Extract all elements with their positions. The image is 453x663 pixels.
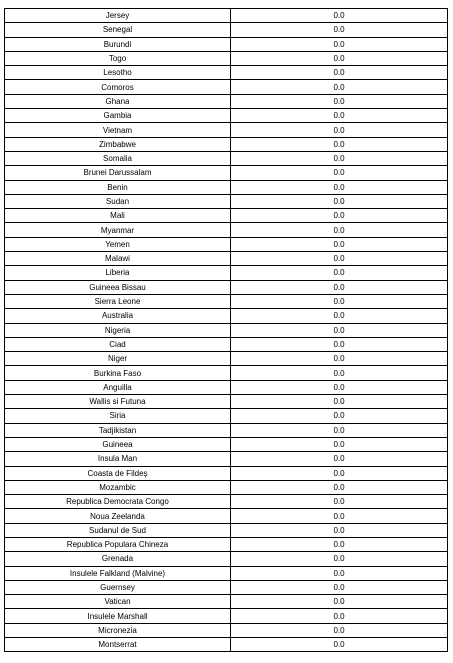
table-row	[5, 166, 448, 180]
country-cell: Insula Man	[5, 452, 231, 466]
value-cell: 0.0	[231, 638, 448, 652]
value-cell: 0.0	[231, 423, 448, 437]
table-row	[5, 9, 448, 23]
table-row	[5, 552, 448, 566]
table-body	[5, 9, 448, 652]
table-row	[5, 194, 448, 208]
country-cell: Mali	[5, 209, 231, 223]
table-row	[5, 409, 448, 423]
country-cell: Wallis si Futuna	[5, 395, 231, 409]
value-cell: 0.0	[231, 237, 448, 251]
country-cell: Niger	[5, 352, 231, 366]
table-row	[5, 423, 448, 437]
value-cell: 0.0	[231, 209, 448, 223]
country-cell: Yemen	[5, 237, 231, 251]
table-row	[5, 123, 448, 137]
country-cell: Somalia	[5, 151, 231, 165]
country-cell: Guineea	[5, 437, 231, 451]
country-cell: Vietnam	[5, 123, 231, 137]
country-cell: Sierra Leone	[5, 294, 231, 308]
country-cell: Ghana	[5, 94, 231, 108]
value-cell: 0.0	[231, 480, 448, 494]
value-cell: 0.0	[231, 280, 448, 294]
country-cell: Brunei Darussalam	[5, 166, 231, 180]
table-row	[5, 480, 448, 494]
table-row	[5, 252, 448, 266]
value-cell: 0.0	[231, 509, 448, 523]
value-cell: 0.0	[231, 323, 448, 337]
country-cell: Zimbabwe	[5, 137, 231, 151]
value-cell: 0.0	[231, 580, 448, 594]
table-row	[5, 509, 448, 523]
value-cell: 0.0	[231, 9, 448, 23]
country-cell: Comoros	[5, 80, 231, 94]
table-row	[5, 466, 448, 480]
value-cell: 0.0	[231, 123, 448, 137]
value-cell: 0.0	[231, 266, 448, 280]
table-row	[5, 209, 448, 223]
country-cell: Jersey	[5, 9, 231, 23]
table-row	[5, 380, 448, 394]
value-cell: 0.0	[231, 380, 448, 394]
table-row	[5, 580, 448, 594]
value-cell: 0.0	[231, 23, 448, 37]
country-cell: Guineea Bissau	[5, 280, 231, 294]
table-row	[5, 66, 448, 80]
value-cell: 0.0	[231, 595, 448, 609]
table-row	[5, 294, 448, 308]
value-cell: 0.0	[231, 552, 448, 566]
table-row	[5, 94, 448, 108]
value-cell: 0.0	[231, 51, 448, 65]
table-row	[5, 266, 448, 280]
table-row	[5, 109, 448, 123]
country-cell: Vatican	[5, 595, 231, 609]
country-cell: Ciad	[5, 337, 231, 351]
table-row	[5, 280, 448, 294]
table-row	[5, 180, 448, 194]
table-row	[5, 638, 448, 652]
table-row	[5, 452, 448, 466]
country-cell: Gambia	[5, 109, 231, 123]
table-row	[5, 595, 448, 609]
value-cell: 0.0	[231, 252, 448, 266]
country-cell: Micronezia	[5, 623, 231, 637]
table-row	[5, 437, 448, 451]
value-cell: 0.0	[231, 194, 448, 208]
value-cell: 0.0	[231, 366, 448, 380]
country-cell: Siria	[5, 409, 231, 423]
value-cell: 0.0	[231, 495, 448, 509]
value-cell: 0.0	[231, 37, 448, 51]
value-cell: 0.0	[231, 352, 448, 366]
country-cell: Anguilla	[5, 380, 231, 394]
country-cell: Burkina Faso	[5, 366, 231, 380]
value-cell: 0.0	[231, 395, 448, 409]
value-cell: 0.0	[231, 537, 448, 551]
country-value-table	[4, 8, 448, 652]
value-cell: 0.0	[231, 437, 448, 451]
country-cell: Coasta de Fildeș	[5, 466, 231, 480]
table-row	[5, 309, 448, 323]
value-cell: 0.0	[231, 180, 448, 194]
table-row	[5, 51, 448, 65]
country-cell: Myanmar	[5, 223, 231, 237]
value-cell: 0.0	[231, 466, 448, 480]
table-row	[5, 623, 448, 637]
country-cell: Australia	[5, 309, 231, 323]
value-cell: 0.0	[231, 80, 448, 94]
table-row	[5, 395, 448, 409]
value-cell: 0.0	[231, 94, 448, 108]
value-cell: 0.0	[231, 566, 448, 580]
value-cell: 0.0	[231, 137, 448, 151]
country-cell: Togo	[5, 51, 231, 65]
country-cell: Republica Democrata Congo	[5, 495, 231, 509]
table-row	[5, 237, 448, 251]
country-cell: Tadjikistan	[5, 423, 231, 437]
table-row	[5, 352, 448, 366]
value-cell: 0.0	[231, 452, 448, 466]
value-cell: 0.0	[231, 66, 448, 80]
table-row	[5, 80, 448, 94]
value-cell: 0.0	[231, 294, 448, 308]
country-cell: Noua Zeelanda	[5, 509, 231, 523]
table-row	[5, 323, 448, 337]
country-cell: Senegal	[5, 23, 231, 37]
country-cell: Republica Populara Chineza	[5, 537, 231, 551]
value-cell: 0.0	[231, 609, 448, 623]
table-row	[5, 137, 448, 151]
value-cell: 0.0	[231, 337, 448, 351]
country-cell: Grenada	[5, 552, 231, 566]
table-row	[5, 523, 448, 537]
country-cell: Nigeria	[5, 323, 231, 337]
country-cell: Montserrat	[5, 638, 231, 652]
table-row	[5, 151, 448, 165]
value-cell: 0.0	[231, 166, 448, 180]
country-cell: Malawi	[5, 252, 231, 266]
country-cell: Insulele Marshall	[5, 609, 231, 623]
country-cell: Lesotho	[5, 66, 231, 80]
table-row	[5, 495, 448, 509]
country-cell: Sudan	[5, 194, 231, 208]
value-cell: 0.0	[231, 523, 448, 537]
value-cell: 0.0	[231, 109, 448, 123]
country-cell: Guernsey	[5, 580, 231, 594]
country-cell: Liberia	[5, 266, 231, 280]
table-row	[5, 366, 448, 380]
country-cell: Mozambic	[5, 480, 231, 494]
value-cell: 0.0	[231, 151, 448, 165]
value-cell: 0.0	[231, 223, 448, 237]
table-row	[5, 566, 448, 580]
table-row	[5, 23, 448, 37]
value-cell: 0.0	[231, 409, 448, 423]
country-cell: Insulele Falkland (Malvine)	[5, 566, 231, 580]
table-row	[5, 337, 448, 351]
value-cell: 0.0	[231, 623, 448, 637]
country-cell: Burundi	[5, 37, 231, 51]
country-cell: Sudanul de Sud	[5, 523, 231, 537]
country-cell: Benin	[5, 180, 231, 194]
value-cell: 0.0	[231, 309, 448, 323]
table-row	[5, 37, 448, 51]
table-row	[5, 609, 448, 623]
table-row	[5, 537, 448, 551]
table-row	[5, 223, 448, 237]
